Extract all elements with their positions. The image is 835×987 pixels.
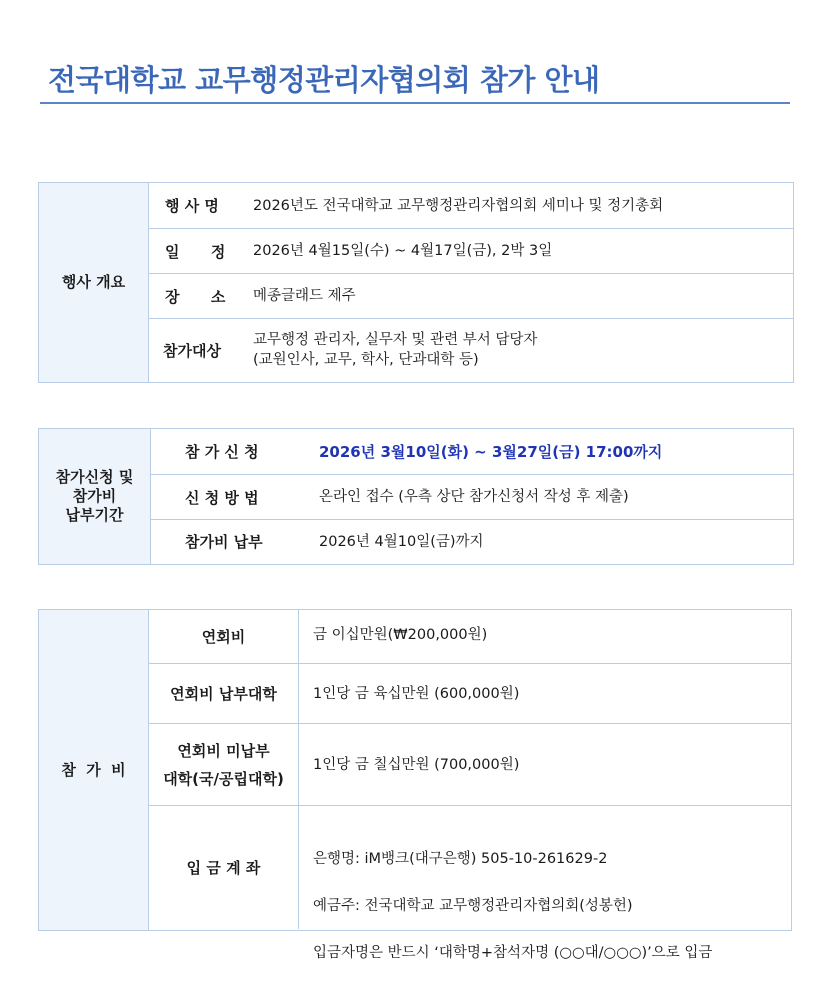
overview-row-venue bbox=[149, 273, 793, 318]
fee-heading: 참 가 비 bbox=[39, 610, 149, 930]
registration-row-payment bbox=[151, 519, 793, 563]
fee-label-account: 입 금 계 좌 bbox=[149, 806, 299, 929]
overview-row-target bbox=[149, 318, 793, 381]
fee-value-annual: 금 이십만원(₩200,000원) bbox=[313, 627, 488, 643]
fee-label-unpaid: 연회비 미납부 대학(국/공립대학) bbox=[149, 724, 299, 805]
title-underline bbox=[40, 102, 790, 104]
fee-label-annual: 연회비 bbox=[149, 610, 299, 663]
fee-value-unpaid: 1인당 금 칠십만원 (700,000원) bbox=[313, 756, 520, 773]
overview-value-target: 교무행정 관리자, 실무자 및 관련 부서 담당자 (교원인사, 교무, 학사, 단과대학 등) bbox=[253, 332, 538, 368]
event-overview-heading: 행사 개요 bbox=[39, 183, 149, 382]
fee-row-unpaid bbox=[149, 723, 791, 805]
overview-row-schedule bbox=[149, 228, 793, 273]
fee-panel bbox=[38, 609, 792, 961]
fee-value-paid: 1인당 금 육십만원 (600,000원) bbox=[313, 685, 520, 702]
registration-value-payment: 2026년 4월10일(금)까지 bbox=[319, 533, 484, 550]
registration-value-apply: 2026년 3월10일(화) ~ 3월27일(금) 17:00까지 bbox=[319, 442, 663, 461]
fee-account-info bbox=[313, 806, 713, 961]
fee-account-bank: 은행명: iM뱅크(대구은행) 505-10-261629-2 bbox=[313, 851, 608, 867]
fee-account-holder: 예금주: 전국대학교 교무행정관리자협의회(성봉헌) bbox=[313, 898, 633, 914]
overview-label-target: 참가대상 bbox=[163, 341, 221, 360]
registration-row-apply bbox=[151, 429, 793, 474]
fee-row-annual bbox=[149, 610, 791, 663]
registration-row-method bbox=[151, 474, 793, 519]
overview-value-venue: 메종글래드 제주 bbox=[253, 288, 356, 304]
registration-label-apply: 참 가 신 청 bbox=[185, 443, 259, 461]
overview-value-schedule: 2026년 4월15일(수) ~ 4월17일(금), 2박 3일 bbox=[253, 243, 553, 259]
overview-row-name bbox=[149, 183, 793, 228]
overview-value-name: 2026년도 전국대학교 교무행정관리자협의회 세미나 및 정기총회 bbox=[253, 197, 664, 214]
fee-row-account bbox=[149, 805, 791, 961]
overview-label-name: 행 사 명 bbox=[165, 197, 219, 215]
registration-label-payment: 참가비 납부 bbox=[185, 533, 263, 551]
registration-label-method: 신 청 방 법 bbox=[185, 488, 259, 507]
registration-panel bbox=[38, 428, 794, 565]
fee-account-note: 입금자명은 반드시 ‘대학명+참석자명 (○○대/○○○)’으로 입금 bbox=[313, 945, 713, 961]
fee-row-paid bbox=[149, 663, 791, 723]
event-overview-panel bbox=[38, 182, 794, 383]
fee-label-paid: 연회비 납부대학 bbox=[149, 664, 299, 723]
registration-heading: 참가신청 및 참가비 납부기간 bbox=[39, 429, 151, 564]
registration-value-method: 온라인 접수 (우측 상단 참가신청서 작성 후 제출) bbox=[319, 489, 629, 505]
overview-label-venue: 장 소 bbox=[165, 287, 226, 306]
overview-label-schedule: 일 정 bbox=[165, 242, 226, 261]
page-title: 전국대학교 교무행정관리자협의회 참가 안내 bbox=[48, 63, 600, 97]
